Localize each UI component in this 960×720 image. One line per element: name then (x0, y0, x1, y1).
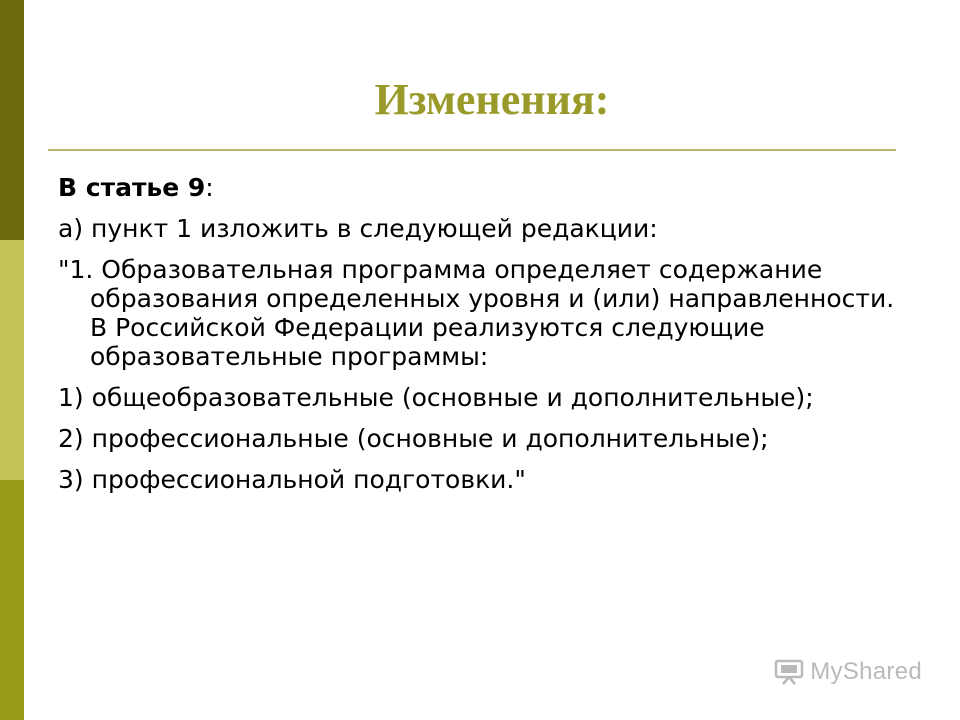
article-heading-bold: В статье 9 (58, 173, 206, 202)
paragraph-item-a: а) пункт 1 изложить в следующей редакции: (58, 214, 658, 243)
list-item-3: 3) профессиональной подготовки." (58, 465, 526, 494)
title-divider (48, 149, 896, 151)
slide-body (58, 173, 918, 506)
watermark-text: MyShared (810, 658, 922, 685)
paragraph-program-definition: "1. Образовательная программа определяет содержание образования определенных уровня и (или) направленности. В Российской Федерации реализуются следующие образовательные программы: (58, 255, 895, 371)
list-item-2: 2) профессиональные (основные и дополнительные); (58, 424, 769, 453)
left-bar-bottom (0, 480, 24, 720)
left-bar-top (0, 0, 24, 240)
watermark-logo (774, 658, 922, 686)
slide-title: Изменения: (374, 75, 610, 124)
article-heading (58, 173, 918, 202)
left-bar-middle (0, 240, 24, 480)
list-item-1: 1) общеобразовательные (основные и дополнительные); (58, 383, 814, 412)
presentation-board-icon (774, 659, 804, 685)
article-heading-suffix: : (205, 173, 214, 202)
